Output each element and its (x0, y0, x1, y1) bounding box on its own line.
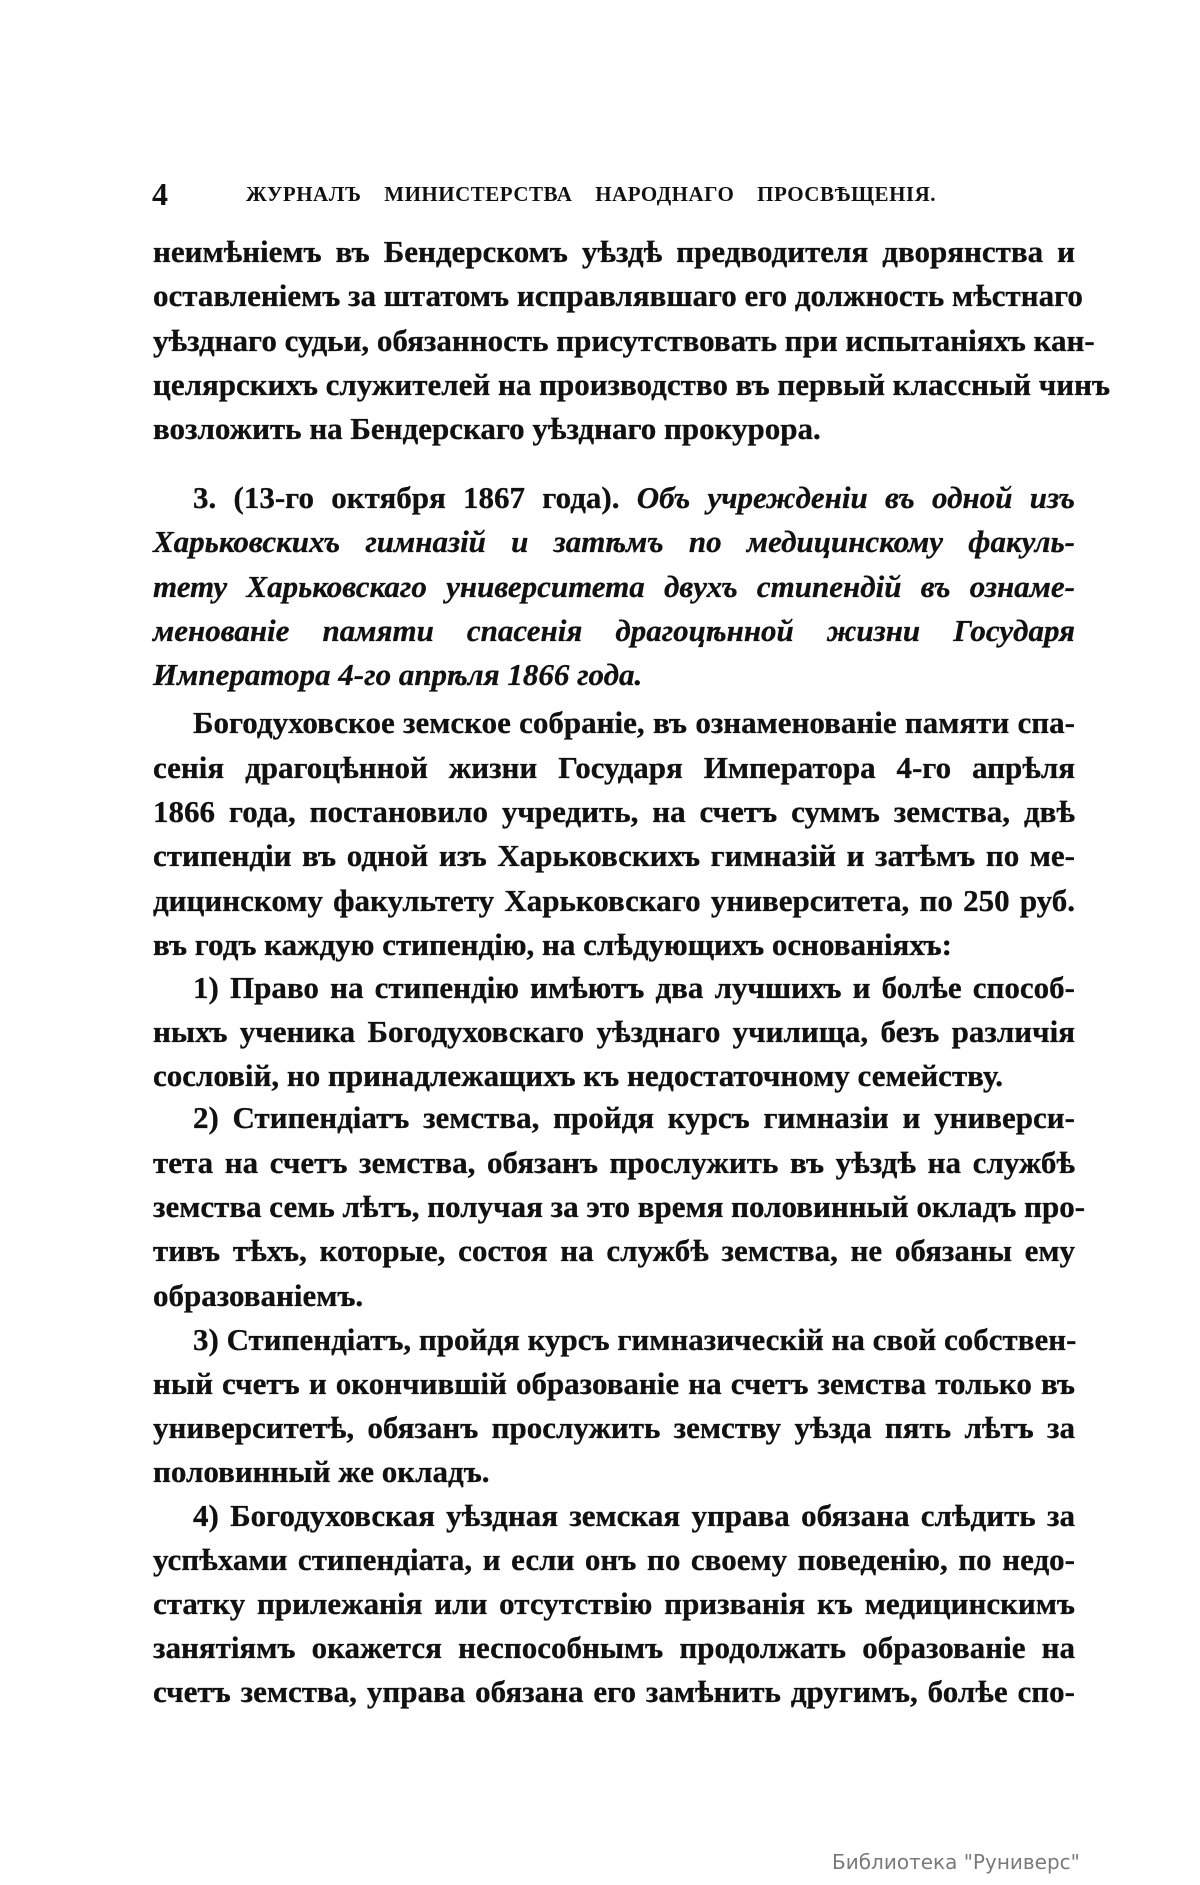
text-line: въ годъ каждую стипендію, на слѣдующихъ основаніяхъ: (153, 927, 952, 962)
text-line: образованіемъ. (153, 1278, 364, 1313)
text-line: тивъ тѣхъ, которые, состоя на службѣ земства, не обязаны ему (153, 1233, 1075, 1268)
text-line: сенія драгоцѣнной жизни Государя Императора 4-го апрѣля (153, 750, 1075, 785)
text-line: счетъ земства, управа обязана его замѣнить другимъ, болѣе спо- (153, 1674, 1075, 1709)
text-line: половинный же окладъ. (153, 1454, 490, 1489)
text-line: стипендіи въ одной изъ Харьковскихъ гимназій и затѣмъ по ме- (153, 838, 1075, 873)
text-line: Богодуховское земское собраніе, въ ознаменованіе памяти спа- (193, 705, 1075, 740)
item-number-date: 3. (13-го октября 1867 года). (193, 480, 637, 515)
text-line: 3) Стипендіатъ, пройдя курсъ гимназическій на свой собствен- (193, 1322, 1077, 1357)
page-number: 4 (152, 176, 168, 212)
text-line: Харьковскихъ гимназій и затѣмъ по медицинскому факуль- (153, 524, 1075, 559)
text-line: неимѣніемъ въ Бендерскомъ уѣздѣ предводителя дворянства и (153, 234, 1075, 269)
text-line: университетѣ, обязанъ прослужить земству уѣзда пять лѣтъ за (153, 1410, 1075, 1445)
text-line: 1866 года, постановило учредить, на счетъ суммъ земства, двѣ (153, 794, 1075, 829)
item-title: Объ учрежденіи въ одной изъ (636, 480, 1075, 515)
text-line: занятіямъ окажется неспособнымъ продолжать образованіе на (153, 1630, 1075, 1665)
library-watermark: Библиотека "Руниверс" (832, 1850, 1080, 1874)
text-line: ный счетъ и окончившій образованіе на счетъ земства только въ (153, 1366, 1075, 1401)
text-line: 1) Право на стипендію имѣютъ два лучшихъ и болѣе способ- (193, 970, 1075, 1005)
text-line: менованіе памяти спасенія драгоцѣнной жизни Государя (153, 613, 1075, 648)
text-line: земства семь лѣтъ, получая за это время половинный окладъ про- (153, 1189, 1086, 1224)
text-line: Императора 4-го апрѣля 1866 года. (153, 657, 643, 692)
text-line: статку прилежанія или отсутствію призванія къ медицинскимъ (153, 1586, 1075, 1621)
text-line: успѣхами стипендіата, и если онъ по своему поведенію, по недо- (153, 1542, 1075, 1577)
running-title: ЖУРНАЛЪ МИНИСТЕРСТВА НАРОДНАГО ПРОСВѢЩЕНІЯ. (246, 182, 936, 206)
text-line: целярскихъ служителей на производство въ первый классный чинъ (153, 367, 1111, 402)
text-line: 4) Богодуховская уѣздная земская управа обязана слѣдить за (193, 1498, 1075, 1533)
text-line (193, 478, 1075, 518)
text-line: оставленіемъ за штатомъ исправлявшаго его должность мѣстнаго (153, 278, 1083, 313)
text-line: возложить на Бендерскаго уѣзднаго прокурора. (153, 411, 821, 446)
text-line: дицинскому факультету Харьковскаго университета, по 250 руб. (153, 883, 1075, 918)
text-line: уѣзднаго судьи, обязанность присутствовать при испытаніяхъ кан- (153, 323, 1095, 358)
text-line: тета на счетъ земства, обязанъ прослужить въ уѣздѣ на службѣ (153, 1145, 1075, 1180)
text-line: сословій, но принадлежащихъ къ недостаточному семейству. (153, 1058, 1004, 1093)
text-line: тету Харьковскаго университета двухъ стипендій въ ознаме- (153, 569, 1075, 604)
text-line: ныхъ ученика Богодуховскаго уѣзднаго училища, безъ различія (153, 1014, 1075, 1049)
text-line: 2) Стипендіатъ земства, пройдя курсъ гимназіи и универси- (193, 1100, 1075, 1135)
